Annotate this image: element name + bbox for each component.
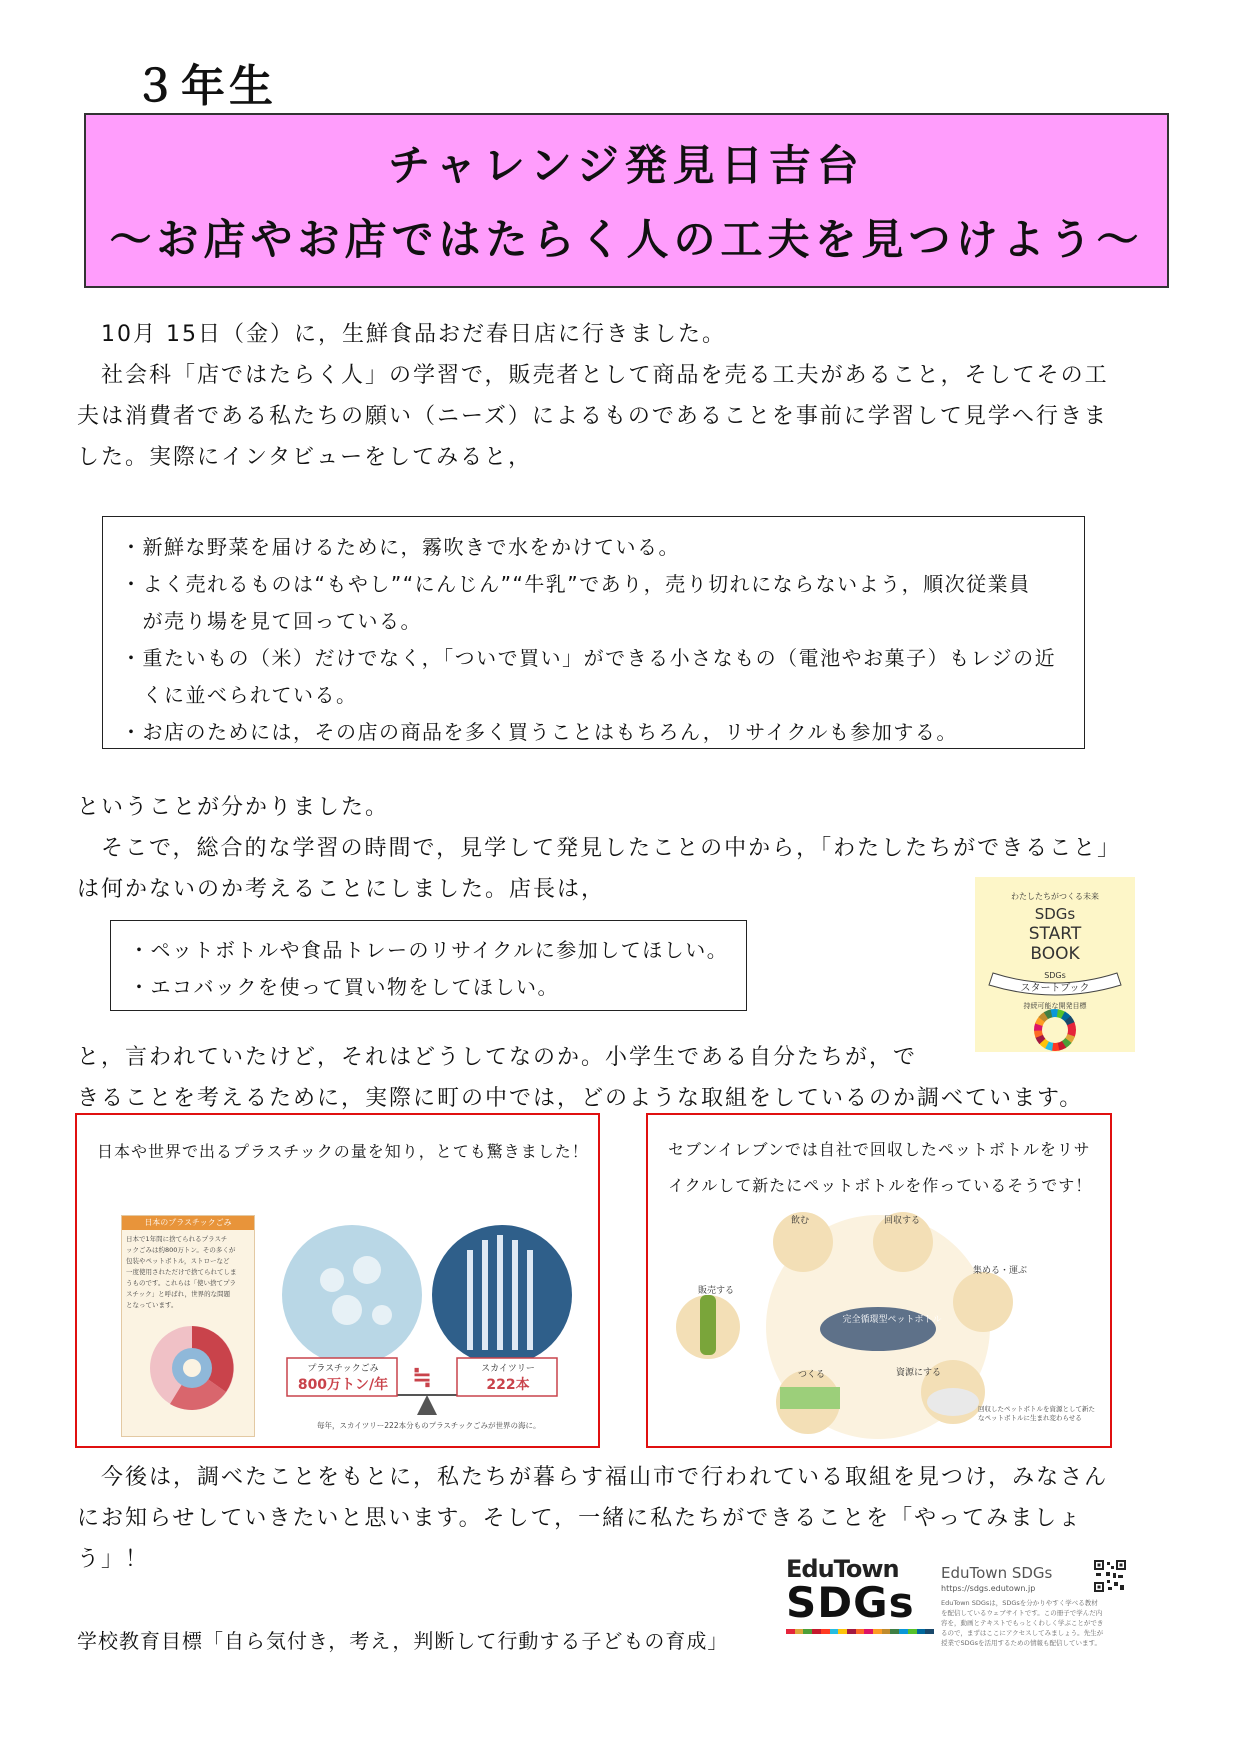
edutown-desc-line: EduTown SDGsは，SDGsを分かりやすく学べる教材 <box>941 1599 1098 1607</box>
school-goal: 学校教育目標「自ら気付き，考え，判断して行動する子どもの育成」 <box>77 1629 729 1653</box>
plastic-label: プラスチックごみ <box>307 1364 379 1374</box>
skytree-value: 222本 <box>486 1377 530 1393</box>
sdgs-wheel-icon <box>1031 1006 1079 1052</box>
finding-item: ・新鮮な野菜を届けるために，霧吹きで水をかけている。 <box>121 535 680 559</box>
title-banner <box>84 113 1169 288</box>
middle-line: そこで，総合的な学習の時間で，見学して発見したことの中から，「わたしたちができること」 <box>77 836 1122 861</box>
finding-item: くに並べられている。 <box>121 683 358 707</box>
finding-item: ・よく売れるものは“もやし”“にんじん”“牛乳”であり，売り切れにならないよう，順次従業員 <box>121 572 1031 596</box>
book-sdgs: SDGs <box>1034 905 1076 923</box>
recycling-research-panel <box>646 1113 1112 1448</box>
step-resource: 資源にする <box>896 1368 942 1378</box>
recycling-panel-caption: セブンイレブンでは自社で回収したペットボトルをリサ <box>668 1140 1091 1159</box>
middle-line: は何かないのか考えることにしました。店長は， <box>77 877 606 902</box>
request-item: ・ペットボトルや食品トレーのリサイクルに参加してほしい。 <box>129 938 729 962</box>
plastic-value: 800万トン/年 <box>297 1377 389 1393</box>
middle-line: ということが分かりました。 <box>77 795 390 820</box>
edutown-description <box>941 1598 1103 1648</box>
card-title: 日本のプラスチックごみ <box>122 1216 254 1230</box>
approx-equal-sign: ≒ <box>412 1363 433 1391</box>
edutown-logo-top: EduTown <box>786 1555 899 1583</box>
book-book: BOOK <box>1030 944 1080 964</box>
card-text-line: となっています。 <box>126 1301 178 1309</box>
step-collect: 回収する <box>884 1216 921 1226</box>
plastic-panel-caption: 日本や世界で出るプラスチックの量を知り，とても驚きました！ <box>97 1142 589 1161</box>
book-subtitle: 持続可能な開発目標 <box>1023 1002 1087 1010</box>
request-item: ・エコバックを使って買い物をしてほしい。 <box>129 975 559 999</box>
intro-line: 社会科「店ではたらく人」の学習で，販売者として商品を売る工夫があること，そしてその工 <box>77 363 1109 388</box>
intro-line: した。実際にインタビューをしてみると， <box>77 445 533 470</box>
finding-item: ・重たいもの（米）だけでなく，「ついで買い」ができる小さなもの（電池やお菓子）もレジの近 <box>121 646 1057 670</box>
edutown-desc-line: を配信しているウェブサイトです。この冊子で学んだ内 <box>941 1609 1103 1617</box>
book-ribbon-text: スタートブック <box>1020 983 1090 994</box>
plastic-pie-icon <box>122 1316 254 1426</box>
step-drink: 飲む <box>791 1216 810 1226</box>
plastic-scale-illustration <box>277 1210 597 1440</box>
book-illustration <box>975 877 1135 1052</box>
closing-line: 今後は，調べたことをもとに，私たちが暮らす福山市で行われている取組を見つけ，みなさん <box>77 1465 1109 1490</box>
book-arc-text: わたしたちがつくる未来 <box>1011 892 1099 901</box>
after-requests-line: と，言われていたけど，それはどうしてなのか。小学生である自分たちが，で <box>77 1045 918 1070</box>
plastic-research-panel <box>75 1113 600 1448</box>
step-sell: 販売する <box>698 1286 735 1296</box>
step-make: つくる <box>798 1370 826 1380</box>
card-text-line: スチック」と呼ばれ，世界的な問題 <box>126 1290 231 1298</box>
qr-code-icon <box>1094 1560 1126 1592</box>
intro-line: 夫は消費者である私たちの願い（ニーズ）によるものであることを事前に学習して見学へ行きま <box>77 404 1108 429</box>
edutown-desc-line: るので，まずはここにアクセスしてみましょう。先生が <box>941 1629 1104 1637</box>
edutown-desc-line: 容を，動画とテキストでもっとくわしく学ぶことができ <box>941 1619 1104 1627</box>
edutown-logo-main: SDGs <box>786 1578 915 1627</box>
edutown-url: https://sdgs.edutown.jp <box>941 1584 1036 1593</box>
recycling-panel-caption: イクルして新たにペットボトルを作っているそうです！ <box>668 1176 1093 1195</box>
card-text-line: 日本で1年間に捨てられるプラスチ <box>126 1235 228 1243</box>
grade-heading: ３年生 <box>133 61 277 112</box>
plastic-note: 毎年，スカイツリー222本分ものプラスチックごみが世界の海に。 <box>317 1421 541 1430</box>
sdgs-start-book-cover <box>975 877 1135 1052</box>
edutown-logo <box>786 1555 934 1647</box>
card-text-line: 一度使用されただけで捨てられてしま <box>126 1268 237 1276</box>
plastic-info-card <box>121 1215 255 1437</box>
closing-line: う」！ <box>77 1547 150 1572</box>
card-text-line: 包装やペットボトル，ストローなど <box>126 1257 230 1265</box>
card-text-line: ックごみは約800万トン。その多くが <box>126 1246 236 1254</box>
banner-title: チャレンジ発見日吉台 <box>388 141 865 190</box>
skytree-label: スカイツリー <box>481 1364 535 1374</box>
finding-item: が売り場を見て回っている。 <box>121 609 422 633</box>
book-start: START <box>1028 924 1082 944</box>
step-gather: 集める・運ぶ <box>973 1266 1028 1276</box>
recycling-note: 回収したペットボトルを資源として新たなペットボトルに生まれ変わらせる <box>978 1405 1095 1422</box>
edutown-name: EduTown SDGs <box>941 1564 1053 1582</box>
cycle-center-label: 完全循環型ペットボトル <box>842 1315 942 1325</box>
card-text-line: うものです。これらは「使い捨てプラ <box>126 1279 236 1287</box>
requests-box <box>110 920 747 1011</box>
findings-box <box>102 516 1085 749</box>
after-requests-line: きることを考えるために，実際に町の中では，どのような取組をしているのか調べています。 <box>77 1086 1084 1111</box>
intro-line: 10月 15日（金）に，生鮮食品おだ春日店に行きました。 <box>77 322 726 347</box>
closing-line: にお知らせしていきたいと思います。そして，一緒に私たちができることを「やってみましょ <box>77 1506 1083 1531</box>
book-ribbon-top: SDGs <box>1044 971 1066 980</box>
edutown-desc-line: 授業でSDGsを活用するための情報も配信しています。 <box>941 1639 1102 1647</box>
finding-item: ・お店のためには，その店の商品を多く買うことはもちろん，リサイクルも参加する。 <box>121 720 958 744</box>
banner-subtitle: ～お店やお店ではたらく人の工夫を見つけよう～ <box>109 215 1144 264</box>
sdgs-color-bar <box>786 1629 934 1634</box>
